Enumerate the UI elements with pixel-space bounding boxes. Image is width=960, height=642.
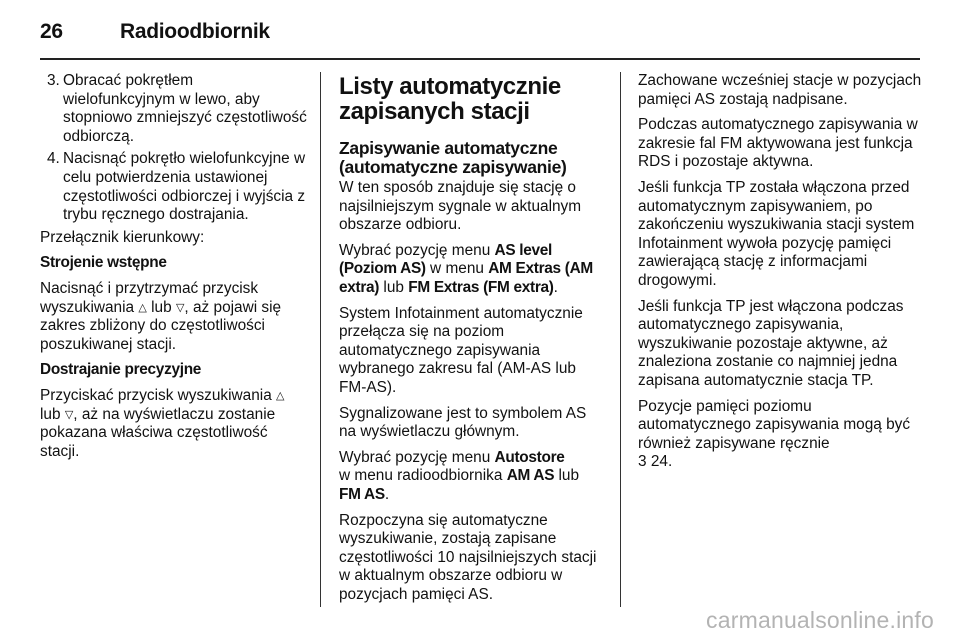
step-number: 4.: [47, 150, 60, 168]
menu-item-autostore: Autostore: [494, 448, 565, 466]
page-reference: 3 24.: [638, 453, 673, 471]
paragraph: Wybrać pozycję menu Autostore w menu radioodbiornika AM AS lub FM AS.: [339, 448, 580, 503]
menu-item-as-level: AS level (Poziom AS): [339, 241, 553, 278]
paragraph: Zachowane wcześniej stacje w pozycjach pamięci AS zostają nadpisane.: [638, 72, 922, 108]
column-divider-2: [620, 72, 621, 607]
step-text: Obracać pokrętłem wielofunkcyjnym w lewo, aby stopniowo zmniejszyć częstotliwość odbiorczą.: [63, 72, 307, 145]
paragraph: Wybrać pozycję menu AS level (Poziom AS) w menu AM Extras (AM extra) lub FM Extras (FM extra).: [339, 241, 593, 296]
paragraph: W ten sposób znajduje się stację o najsilniejszym sygnale w aktualnym obszarze odbioru.: [339, 179, 582, 234]
preset-heading: Strojenie wstępne: [40, 254, 167, 272]
list-item: [40, 72, 308, 146]
column-1: [40, 72, 308, 468]
page-header: [40, 14, 920, 54]
switch-label: Przełącznik kierunkowy:: [40, 228, 205, 246]
menu-am-extras: AM Extras (AM extra): [339, 260, 593, 296]
search-up-icon: △: [138, 301, 147, 314]
search-down-icon: ▽: [175, 301, 185, 314]
menu-am-as: AM AS: [506, 467, 555, 485]
fine-tuning-heading: Dostrajanie precyzyjne: [40, 361, 202, 379]
preset-paragraph: Nacisnąć i przytrzymać przycisk wyszukiwania △ lub ▽, aż pojawi się zakres zbliżony do częstotliwości poszukiwanej stacji.: [40, 279, 282, 353]
search-down-icon: ▽: [64, 408, 74, 421]
paragraph: Sygnalizowane jest to symbolem AS na wyświetlaczu głównym.: [339, 404, 587, 441]
column-3: [638, 72, 928, 479]
paragraph: System Infotainment automatycznie przełącza się na poziom automatycznego zapisywania wybranego zakresu fal (AM-AS lub FM-AS).: [339, 304, 583, 396]
column-divider-1: [320, 72, 321, 607]
search-up-icon: △: [276, 389, 285, 402]
subsection-heading: Zapisywanie automatyczne (automatyczne zapisywanie): [339, 138, 567, 177]
paragraph: Jeśli funkcja TP została włączona przed automatycznym zapisywaniem, po zakończeniu wyszukiwania stacji system Infotainment wywoła pozycję pamięci zawierającą stację z informacjami drogowymi.: [638, 178, 915, 289]
steps-list: [40, 72, 308, 225]
page-title: Radioodbiornik: [120, 20, 270, 43]
step-text: Nacisnąć pokrętło wielofunkcyjne w celu potwierdzenia ustawionej częstotliwości odbiorczej i wyjścia z trybu ręcznego dostrajania.: [63, 150, 306, 224]
fine-tuning-paragraph: Przyciskać przycisk wyszukiwania △ lub ▽, aż na wyświetlaczu zostanie pokazana właściwa częstotliwość stacji.: [40, 386, 285, 460]
paragraph: Rozpoczyna się automatyczne wyszukiwanie, zostają zapisane częstotliwości 10 najsilniejszych stacji w aktualnym obszarze odbioru w pozycjach pamięci AS.: [339, 511, 597, 603]
paragraph: Pozycje pamięci poziomu automatycznego zapisywania mogą być również zapisywane ręcznie 3 24.: [638, 397, 911, 471]
paragraph: Jeśli funkcja TP jest włączona podczas automatycznego zapisywania, wyszukiwanie pozostaje aktywne, aż znaleziona zostanie co najmniej jedna zapisana automatycznie stacja TP.: [638, 297, 904, 389]
header-rule: [40, 58, 920, 60]
menu-fm-extras: FM Extras (FM extra): [408, 278, 554, 296]
step-number: 3.: [47, 72, 60, 89]
paragraph: Podczas automatycznego zapisywania w zakresie fal FM aktywowana jest funkcja RDS i pozostaje aktywna.: [638, 116, 918, 171]
watermark: carmanualsonline.info: [706, 607, 934, 633]
column-2: [339, 72, 607, 611]
list-item: [40, 150, 308, 224]
page-number: 26: [40, 20, 63, 43]
menu-fm-as: FM AS: [339, 485, 385, 503]
section-heading: Listy automatycznie zapisanych stacji: [339, 73, 561, 125]
